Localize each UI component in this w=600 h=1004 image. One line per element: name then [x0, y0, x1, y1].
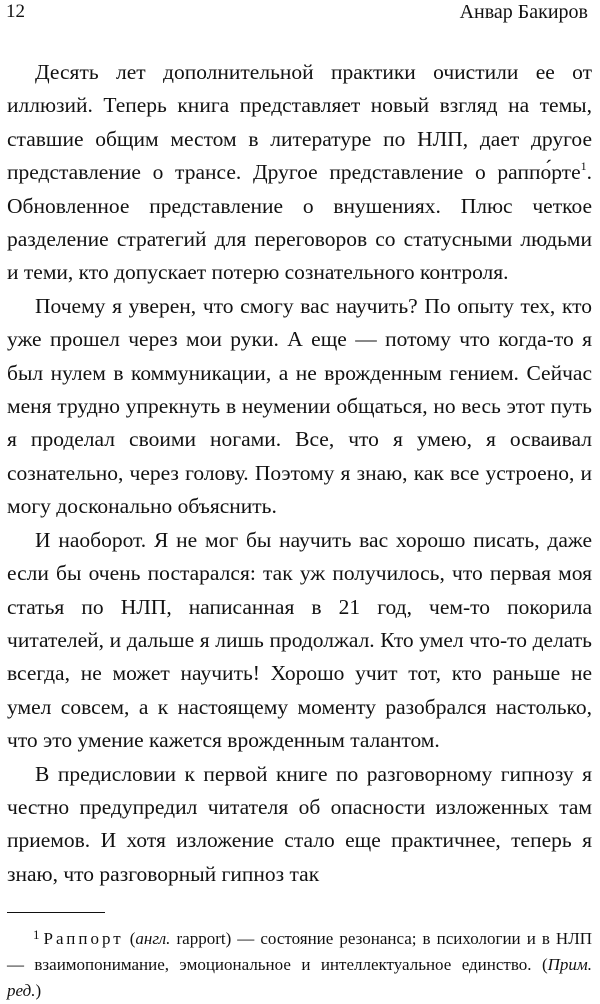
footnote-original-word: rapport [176, 929, 226, 948]
paragraph-1 [7, 56, 592, 290]
paragraph-3: И наоборот. Я не мог бы научить вас хорошо писать, даже если бы очень постарался: так уж получилось, что первая моя статья по НЛП, написанная в 21 год, чем-то покорила читателей, и дальше я лишь продолжал. Кто умел что-то делать всегда, не может научить! Хорошо учит тот, кто раньше не умел совсем, а к настоящему моменту разобрался настолько, что это умение кажется врожденным талантом. [7, 527, 592, 753]
footnote-editor-note: Прим. ред. [7, 955, 592, 1000]
footnote: $^1$ Раппорт (англ. rapport) — состояние резонанса; в психологии и в НЛП — взаимопонимание, эмоциональное и интеллектуальное единство. (Прим. ред.) [7, 927, 592, 1000]
footnote-reference-mark: 1 [580, 159, 587, 174]
footnote-definition: — состояние резонанса; в психологии и в НЛП — взаимопонимание, эмоциональное и интеллектуальное единство. [7, 929, 592, 974]
paragraph-2: Почему я уверен, что смогу вас научить? По опыту тех, кто уже прошел через мои руки. А еще — потому что когда-то я был нулем в коммуникации, а не врожденным гением. Сейчас меня трудно упрекнуть в неумении общаться, но весь этот путь я проделал своими ногами. Все, что я умею, я осваивал сознательно, через голову. Поэтому я знаю, как все устроено, и могу досконально объяснить. [7, 293, 592, 519]
paragraph-1-text-before: Десять лет дополнительной практики очистили ее от иллюзий. Теперь книга представляет новый взгляд на темы, ставшие общим местом в литературе по НЛП, дает другое представление о трансе. Другое представление о раппо́рте [7, 60, 592, 185]
running-head-author: Анвар Бакиров [459, 1, 588, 23]
footnote-number: 1 [33, 927, 40, 942]
page-number: 12 [6, 1, 25, 22]
paragraph-4: В предисловии к первой книге по разговорному гипнозу я честно предупредил читателя об опасности изложенных там приемов. И хотя изложение стало еще практичнее, теперь я знаю, что разговорный гипноз так [7, 761, 592, 886]
main-text [7, 56, 592, 891]
footnote-gloss: англ. [135, 929, 171, 948]
footnote-separator [7, 912, 105, 913]
paragraph-1-text-after: . Обновленное представление о внушениях. Плюс четкое разделение стратегий для переговоров со статусными людьми и теми, кто допускает потерю сознательного контроля. [7, 160, 592, 285]
footnote-term: Раппорт [43, 929, 124, 948]
